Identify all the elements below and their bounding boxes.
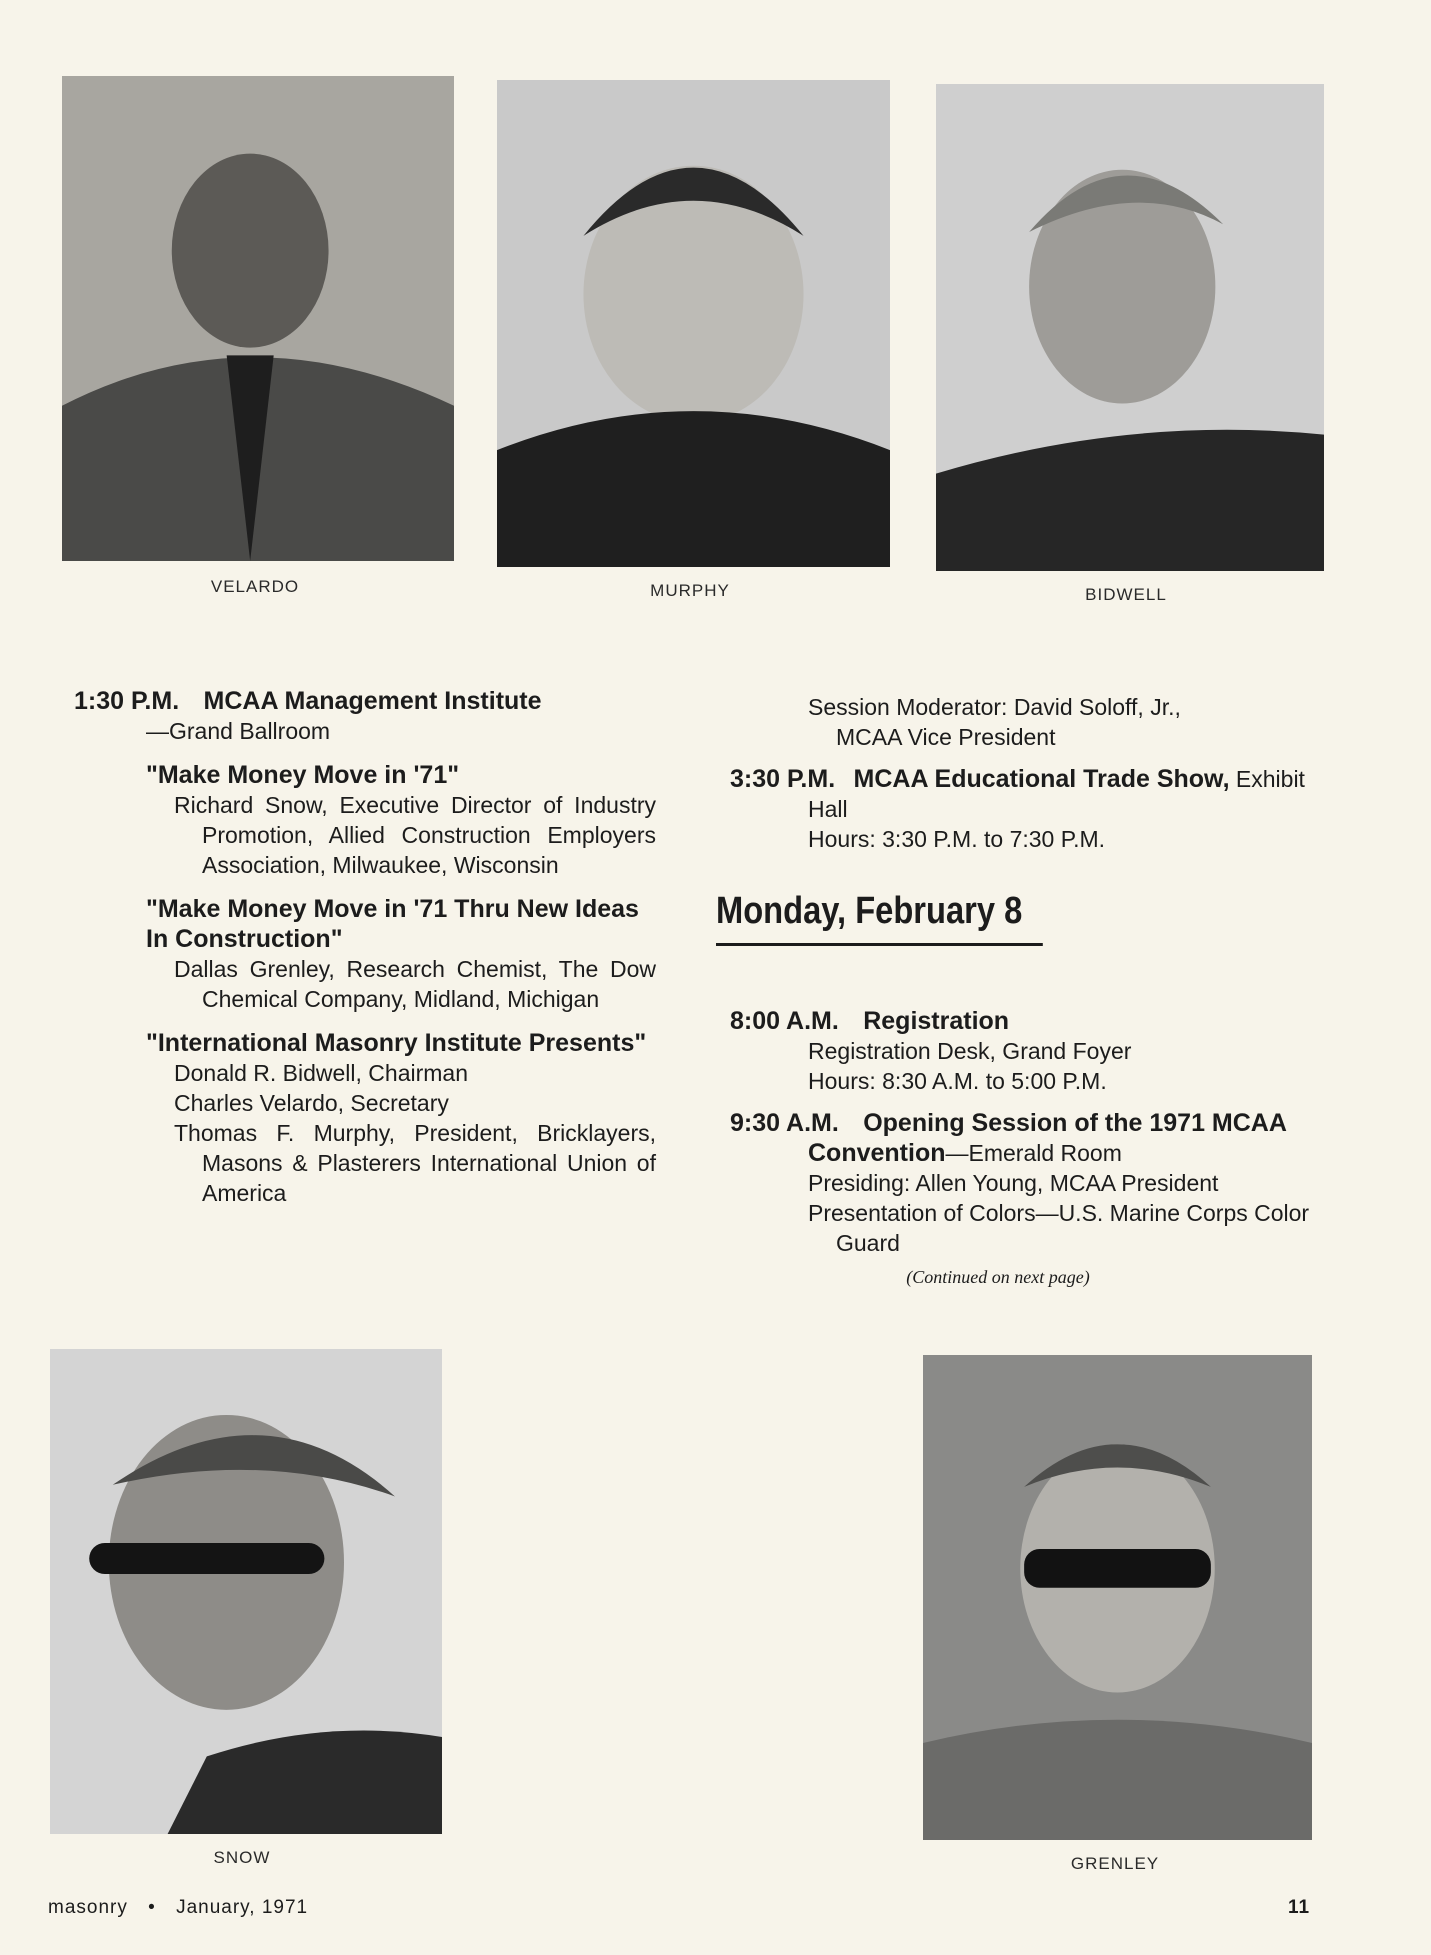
caption-bidwell: BIDWELL	[1085, 585, 1167, 604]
talk-list	[146, 760, 656, 1208]
caption-grenley: GRENLEY	[1070, 1854, 1160, 1873]
photo-grenley	[923, 1355, 1312, 1840]
talk-title: "Make Money Move in '71 Thru New Ideas In Construction"	[146, 895, 639, 953]
photo-bidwell	[936, 84, 1324, 571]
talk-speaker: Donald R. Bidwell, Chairman	[174, 1060, 469, 1086]
photo-velardo	[62, 76, 454, 561]
talk-item	[146, 894, 656, 1014]
right-column-lower	[730, 1006, 1320, 1292]
event-location: Exhibit Hall	[808, 766, 1305, 822]
trade-show-event	[730, 764, 1320, 854]
footer-publication	[48, 1897, 308, 1919]
talk-speaker: Richard Snow, Executive Director of Industry Promotion, Allied Construction Employers Association, Milwaukee, Wisconsin	[174, 792, 656, 878]
caption-velardo: VELARDO	[210, 577, 300, 596]
event-time: 3:30 P.M.	[730, 765, 836, 793]
event-presiding: Presiding: Allen Young, MCAA President	[808, 1170, 1219, 1196]
event-location: Registration Desk, Grand Foyer	[808, 1038, 1132, 1064]
talk-speaker: Charles Velardo, Secretary	[174, 1090, 449, 1116]
event-colors: Presentation of Colors—U.S. Marine Corps Color Guard	[808, 1200, 1310, 1256]
event-title: Registration	[863, 1007, 1010, 1035]
opening-session-event	[730, 1108, 1320, 1258]
event-title: MCAA Educational Trade Show,	[853, 765, 1230, 793]
session-moderator: Session Moderator: David Soloff, Jr., MCAA Vice President	[808, 694, 1181, 750]
continued-note: (Continued on next page)	[906, 1267, 1090, 1287]
page-number: 11	[1288, 1897, 1311, 1918]
talk-speaker: Thomas F. Murphy, President, Bricklayers, Masons & Plasterers International Union of America	[174, 1120, 656, 1206]
event-time: 9:30 A.M.	[730, 1109, 839, 1137]
caption-murphy: MURPHY	[650, 581, 730, 600]
registration-event	[730, 1006, 1320, 1096]
photo-murphy	[497, 80, 890, 567]
event-title: MCAA Management Institute	[203, 687, 542, 715]
event-hours: Hours: 8:30 A.M. to 5:00 P.M.	[808, 1068, 1107, 1094]
caption-snow: SNOW	[213, 1848, 271, 1867]
talk-item	[146, 1028, 656, 1208]
left-column	[74, 686, 659, 1208]
event-time: 8:00 A.M.	[730, 1007, 839, 1035]
talk-speaker: Dallas Grenley, Research Chemist, The Dow Chemical Company, Midland, Michigan	[174, 956, 656, 1012]
management-institute-event	[74, 686, 659, 746]
photo-snow	[50, 1349, 442, 1834]
talk-title: "Make Money Move in '71"	[146, 761, 460, 789]
event-hours: Hours: 3:30 P.M. to 7:30 P.M.	[808, 826, 1106, 852]
talk-item	[146, 760, 656, 880]
event-location: —Grand Ballroom	[146, 718, 331, 744]
footer-bullet: •	[148, 1897, 156, 1918]
talk-title: "International Masonry Institute Presents"	[146, 1029, 647, 1057]
issue-date: January, 1971	[176, 1897, 309, 1918]
event-title: Opening Session of the 1971 MCAA Convention	[808, 1109, 1286, 1167]
publication-name: masonry	[48, 1897, 128, 1918]
event-location: —Emerald Room	[945, 1140, 1122, 1166]
right-column	[730, 692, 1320, 854]
event-time: 1:30 P.M.	[74, 687, 180, 715]
day-heading: Monday, February 8	[716, 890, 1043, 946]
